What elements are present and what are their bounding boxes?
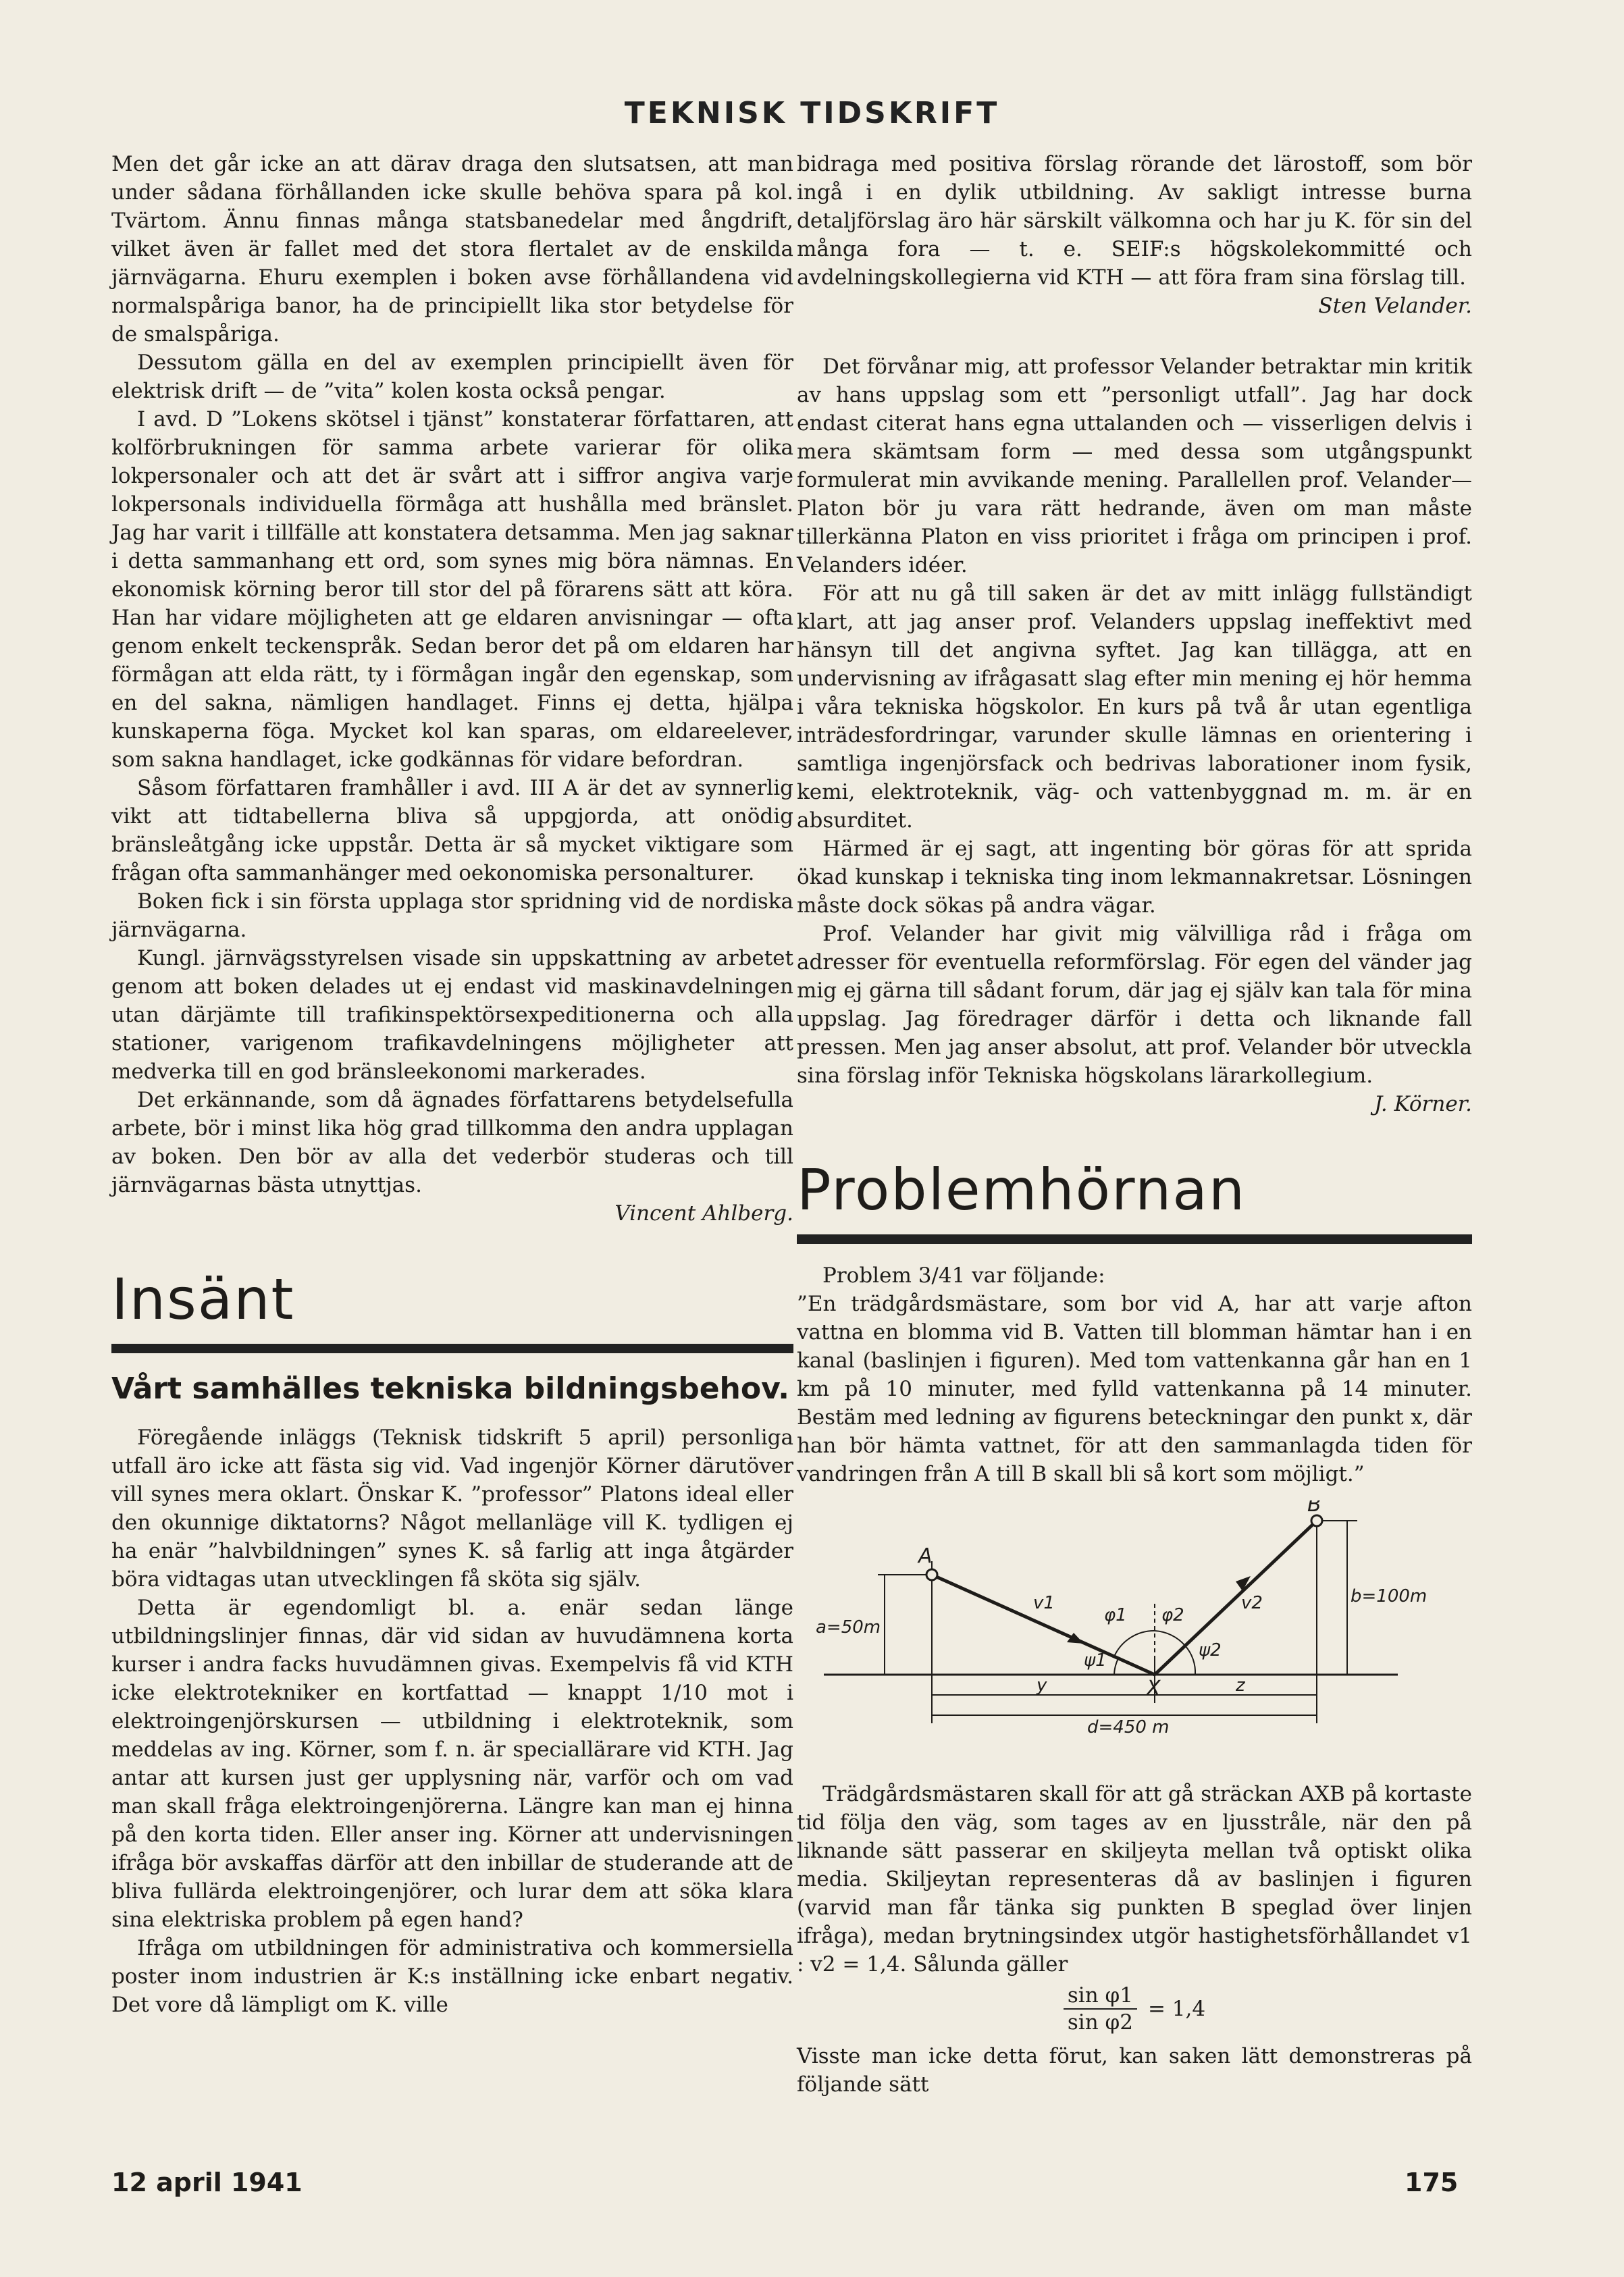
spacer (797, 327, 1472, 352)
arc-psi2 (1185, 1646, 1195, 1675)
left-column (111, 150, 793, 2019)
point-a (926, 1569, 937, 1580)
footer-page-number: 175 (1405, 2168, 1459, 2197)
formula-rhs: = 1,4 (1147, 1997, 1206, 2021)
formula (797, 1983, 1472, 2035)
problem-diagram (797, 1500, 1472, 1760)
label-phi1: φ1 (1104, 1605, 1127, 1625)
label-z: z (1236, 1675, 1245, 1696)
right-column (797, 150, 1472, 2099)
section-title-problemhornan: Problemhörnan (797, 1157, 1247, 1223)
point-b (1311, 1515, 1322, 1526)
paragraph: Såsom författaren framhåller i avd. III A är det av synnerlig vikt att tidtabellerna bliva så uppgjorda, att onödig bränsleåtgång icke uppstår. Detta är så mycket viktigare som frågan ofta sammanhänger med oekonomiska personalturer. (111, 776, 793, 885)
label-d-dim: d=450 m (1087, 1717, 1170, 1737)
label-a-dim: a=50m (816, 1617, 881, 1638)
label-v2: v2 (1241, 1593, 1263, 1613)
section-title-insant: Insänt (111, 1266, 295, 1332)
label-psi1: ψ1 (1084, 1650, 1107, 1671)
paragraph: För att nu gå till saken är det av mitt inlägg fullständigt klart, att jag anser prof. Velanders uppslag ineffektivt med hänsyn till det angivna syftet. Jag kan tillägga, att en undervisning av ifrågasatt slag efter min mening ej hör hemma i våra tekniska högskolor. En kurs på två år utan egentliga inträdesfordringar, varunder skulle lämnas en orientering i samtliga ingenjörsfack och bedrivas laborationer inom fysik, kemi, elektroteknik, väg- och vattenbyggnad m. m. är en absurditet. (797, 581, 1472, 833)
article-subheading: Vårt samhälles tekniska bildningsbehov. (111, 1371, 789, 1406)
label-x: X (1147, 1677, 1161, 1700)
paragraph: Det förvånar mig, att professor Velander betraktar min kritik av hans uppslag som ett ”personligt utfall”. Jag har dock endast citerat hans egna uttalanden och — visserligen delvis i mera skämtsam form — med dessa som utgångspunkt formulerat min avvikande mening. Parallellen prof. Velander—Platon bör ju vara rätt hedrande, även om man måste tillerkänna Platon en viss prioritet i fråga om principen i prof. Velanders idéer. (797, 355, 1472, 577)
paragraph: Ifråga om utbildningen för administrativa och kommersiella poster inom industrien är K:s inställning icke enbart negativ. Det vore då lämpligt om K. ville (111, 1936, 793, 2017)
paragraph: Härmed är ej sagt, att ingenting bör göras för att sprida ökad kunskap i tekniska ting inom lekmannakretsar. Lösningen måste dock sökas på andra vägar. (797, 837, 1472, 918)
arc-phi2 (1155, 1631, 1185, 1646)
paragraph: Kungl. järnvägsstyrelsen visade sin uppskattning av arbetet genom att boken delades ut ej endast vid maskinavdelningen utan därjämte till trafikinspektörsexpeditionerna och alla stationer, varigenom trafikavdelningens möjligheter att medverka till en god bränsleekonomi markerades. (111, 946, 793, 1084)
paragraph: Detta är egendomligt bl. a. enär sedan länge utbildningslinjer finnas, där vid sidan av huvudämnena korta kurser i andra facks huvudämnen givas. Exempelvis få vid KTH icke elektrotekniker en kortfattad — knappt 1/10 mot i elektroingenjörskursen — utbildning i elektroteknik, som meddelas av ing. Körner, som f. n. är speciallärare vid KTH. Jag antar att kursen just ger upplysning när, varför och om vad man skall fråga elektroingenjörerna. Längre kan man ej hinna på den korta tiden. Eller anser ing. Körner att undervisningen ifråga bör avskaffas därför att den inbillar de studerande att de bliva fullärda elektroingenjörer, och lurar dem att söka klara sina elektriska problem på egen hand? (111, 1596, 793, 1932)
paragraph: Dessutom gälla en del av exemplen principiellt även för elektrisk drift — de ”vita” kolen kosta också pengar. (111, 350, 793, 403)
paragraph: Visste man icke detta förut, kan saken lätt demonstreras på följande sätt (797, 2044, 1472, 2097)
signature: Sten Velander. (1318, 294, 1472, 318)
footer-date: 12 april 1941 (111, 2168, 303, 2197)
paragraph: I avd. D ”Lokens skötsel i tjänst” konstaterar författaren, att kolförbrukningen för samma arbete varierar för olika lokpersonaler och att det är svårt att i siffror angiva varje lokpersonals individuella förmåga att hushålla med bränslet. Jag har varit i tillfälle att konstatera detsamma. Men jag saknar i detta sammanhang ett ord, som synes mig böra nämnas. En ekonomisk körning beror till stor del på förarens sätt att köra. Han har vidare möjligheten att ge eldaren anvisningar — ofta genom enkelt teckenspråk. Sedan beror det på om eldaren har förmågan att elda rätt, ty i förmågan ingår den egenskap, som en del sakna, nämligen handlaget. Finns ej detta, hjälpa kunskaperna föga. Mycket kol kan sparas, om eldareelever, som sakna handlaget, icke godkännas för vidare befordran. (111, 407, 793, 772)
label-y: y (1037, 1675, 1047, 1696)
paragraph: Föregående inläggs (Teknisk tidskrift 5 april) personliga utfall äro icke att fästa sig vid. Vad ingenjör Körner därutöver vill synes mera oklart. Önskar K. ”professor” Platons ideal eller den okunnige diktatorns? Något mellanläge vill K. tydligen ej ha enär ”halvbildningen” synes K. så farlig att inga åtgärder böra vidtagas utan utvecklingen få sköta sig själv. (111, 1425, 793, 1592)
paragraph: Prof. Velander har givit mig välvilliga råd i fråga om adresser för eventuella reformförslag. För egen del vänder jag mig ej gärna till sådant forum, där jag ej själv kan tala för mina uppslag. Jag föredrager därför i detta och liknande fall pressen. Men jag anser absolut, att prof. Velander bör utveckla sina förslag inför Tekniska högskolans lärarkollegium. (797, 922, 1472, 1088)
signature: Vincent Ahlberg. (614, 1201, 793, 1226)
label-phi2: φ2 (1161, 1605, 1184, 1625)
paragraph: Det erkännande, som då ägnades författarens betydelsefulla arbete, bör i minst lika hög grad tillkomma den andra upplagan av boken. Den bör av alla det vederbör studeras och till järnvägarnas bästa utnyttjas. (111, 1088, 793, 1197)
arc-psi1 (1114, 1658, 1118, 1675)
paragraph: Problem 3/41 var följande: (822, 1263, 1105, 1288)
section-rule (111, 1344, 793, 1353)
label-psi2: ψ2 (1199, 1640, 1222, 1660)
label-v1: v1 (1033, 1593, 1055, 1613)
paragraph: Trädgårdsmästaren skall för att gå sträckan AXB på kortaste tid följa den väg, som tages av en ljusstråle, när den på liknande sätt passerar en skiljeyta mellan två optiskt olika media. Skiljeytan representeras då av baslinjen i figuren (varvid man får tänka sig punkten B speglad över linjen ifråga), medan brytningsindex utgör hastighetsförhållandet v1 : v2 = 1,4. Sålunda gäller (797, 1782, 1472, 1977)
masthead: TEKNISK TIDSKRIFT (624, 96, 1000, 130)
arc-phi1 (1114, 1631, 1155, 1656)
paragraph: ”En trädgårdsmästare, som bor vid A, har att varje afton vattna en blomma vid B. Vatten till blomman hämtar han i en kanal (baslinjen i figuren). Med tom vattenkanna går han en 1 km på 10 minuter, med fylld vattenkanna på 14 minuter. Bestäm med ledning av figurens beteckningar den punkt x, där han bör hämta vattnet, för att den sammanlagda tiden för vandringen från A till B skall bli så kort som möjligt.” (797, 1292, 1472, 1486)
label-b: B (1307, 1500, 1321, 1517)
signature: J. Körner. (1373, 1092, 1472, 1116)
paragraph: bidraga med positiva förslag rörande det lärostoff, som bör ingå i en dylik utbildning. Av sakligt intresse burna detaljförslag äro här särskilt välkomna och har ju K. för sin del många fora — t. e. SEIF:s högskolekommitté och avdelningskollegierna vid KTH — att föra fram sina förslag till. (797, 152, 1472, 290)
refraction-diagram-svg (797, 1500, 1472, 1757)
formula-denominator: sin φ2 (1067, 2010, 1133, 2035)
path-xb (1155, 1521, 1317, 1675)
paragraph: Boken fick i sin första upplaga stor spridning vid de nordiska järnvägarna. (111, 889, 793, 942)
label-b-dim: b=100m (1351, 1586, 1427, 1606)
paragraph: Men det går icke an att därav draga den slutsatsen, att man under sådana förhållanden icke skulle behöva spara på kol. Tvärtom. Ännu finnas många statsbanedelar med ångdrift, vilket även är fallet med det stora flertalet av de enskilda järnvägarna. Ehuru exemplen i boken avse förhållandena vid normalspåriga banor, ha de principiellt lika stor betydelse för de smalspåriga. (111, 152, 793, 346)
label-a: A (918, 1544, 933, 1568)
section-rule (797, 1234, 1472, 1244)
formula-fraction (1064, 1983, 1137, 2035)
formula-numerator: sin φ1 (1064, 1983, 1137, 2010)
